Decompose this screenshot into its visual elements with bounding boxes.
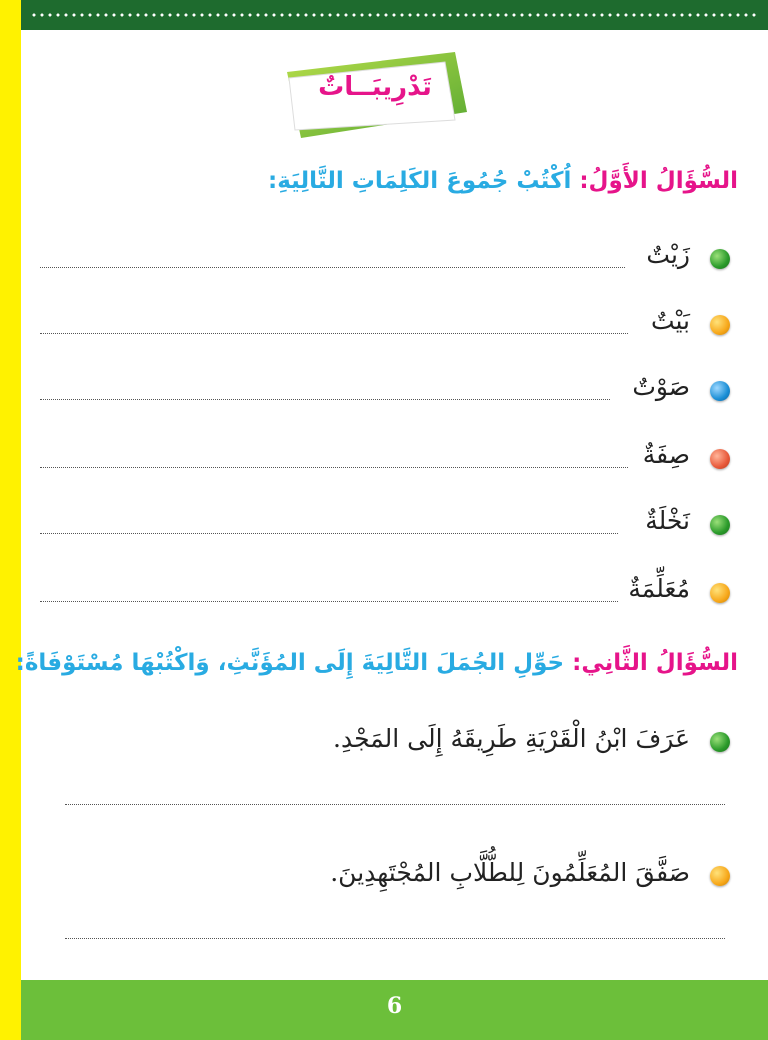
- answer-dotted-line[interactable]: [40, 601, 618, 602]
- side-color-bar: [0, 0, 21, 1040]
- question-1-title: [18, 168, 738, 194]
- question-2-head: السُّؤَالُ الثَّانِي:: [572, 650, 738, 676]
- word-label: نَخْلَةٌ: [645, 506, 690, 535]
- green-bullet-icon: [710, 515, 730, 535]
- banner-title: تَدْرِيبَــاتٌ: [318, 72, 432, 102]
- question-2-instruction: حَوِّلِ الجُمَلَ التَّالِيَةَ إِلَى المُؤَنَّثِ، وَاكْتُبْهَا مُسْتَوْفَاةً:: [15, 650, 565, 676]
- answer-dotted-line[interactable]: [40, 533, 618, 534]
- red-bullet-icon: [710, 449, 730, 469]
- question-1-instruction: اُكْتُبْ جُمُوعَ الكَلِمَاتِ التَّالِيَةِ:: [268, 168, 572, 194]
- list-item: [40, 574, 730, 614]
- word-label: صَوْتٌ: [632, 372, 690, 401]
- orange-bullet-icon: [710, 315, 730, 335]
- list-item: [40, 440, 730, 480]
- answer-dotted-line[interactable]: [40, 467, 628, 468]
- answer-dotted-line[interactable]: [40, 267, 625, 268]
- answer-dotted-line[interactable]: [65, 938, 725, 939]
- green-bullet-icon: [710, 732, 730, 752]
- list-item: [40, 306, 730, 346]
- sentence-text: صَفَّقَ المُعَلِّمُونَ لِلطُّلَّابِ المُجْتَهِدِينَ.: [330, 858, 690, 887]
- answer-dotted-line[interactable]: [40, 399, 610, 400]
- blue-bullet-icon: [710, 381, 730, 401]
- sentence-text: عَرَفَ ابْنُ الْقَرْيَةِ طَرِيقَهُ إِلَى المَجْدِ.: [333, 724, 690, 753]
- word-label: بَيْتٌ: [650, 306, 690, 335]
- page-number: 6: [386, 993, 403, 1019]
- list-item: [40, 240, 730, 280]
- word-label: مُعَلِّمَةٌ: [628, 574, 690, 603]
- list-item: [40, 506, 730, 546]
- list-item: [40, 372, 730, 412]
- question-2-title: [15, 650, 738, 676]
- answer-dotted-line[interactable]: [65, 804, 725, 805]
- green-bullet-icon: [710, 249, 730, 269]
- top-dotted-border: [30, 13, 760, 17]
- answer-dotted-line[interactable]: [40, 333, 628, 334]
- word-label: صِفَةٌ: [642, 440, 690, 469]
- orange-bullet-icon: [710, 583, 730, 603]
- question-1-head: السُّؤَالُ الأَوَّلُ:: [579, 168, 738, 194]
- word-label: زَيْتٌ: [646, 240, 690, 269]
- orange-bullet-icon: [710, 866, 730, 886]
